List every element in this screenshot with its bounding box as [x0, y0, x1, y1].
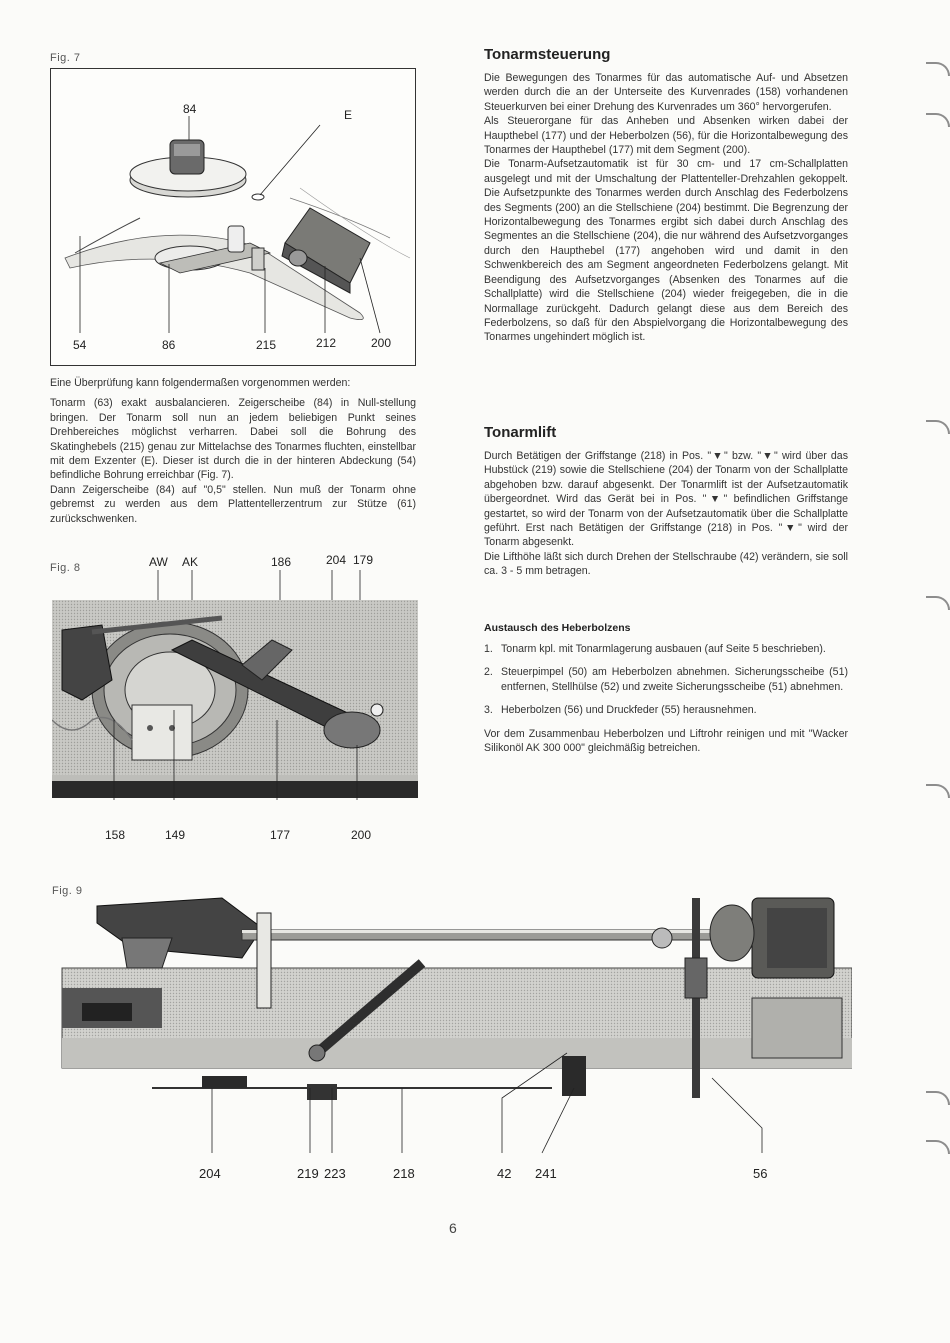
- step-number: 2.: [484, 666, 493, 679]
- tonarmsteuerung-paragraph-1: Die Bewegungen des Tonarmes für das automatische Auf- und Absetzen werden durch die an der Unterseite des Kurvenrades (158) vorhandenen Steuerkurven bei einer Drehung des Kurvenrades um 360° hervorgerufen.: [484, 72, 848, 113]
- left-text-block: [50, 376, 416, 526]
- tonarmlift-paragraph-1: Durch Betätigen der Griffstange (218) in Pos. "▼" bzw. "▼" wird über das Hubstück (219) sowie die Stellschiene (204) der Tonarm von der Schallplatte abgehoben bzw. darauf abgesenkt. Der Tonarmlift ist der Aufsetzautomatik übergeordnet. Wird das Gerät bei in Pos. "▼" befindlichen Griffstange gestartet, so wird der Tonarm von der Aufsetzautomatik über die Schallplatte geführt. Erst nach Betätigen der Griffstange (218) in Pos. "▼" wird der Tonarm abgesenkt.: [484, 450, 848, 549]
- edge-mark: [926, 1091, 950, 1105]
- section-tonarmlift: [484, 424, 848, 579]
- step-number: 3.: [484, 704, 493, 717]
- fig7-callout-212: 212: [316, 336, 337, 350]
- fig8-callout-179: 179: [353, 553, 374, 567]
- fig9-callout-42: 42: [497, 1166, 512, 1181]
- tonarmsteuerung-paragraph-3: Die Tonarm-Aufsetzautomatik ist für 30 cm- und 17 cm-Schallplatten ausgelegt und mit der Umschaltung der Plattenteller-Drehzahlen gekoppelt. Die Aufsetzpunkte des Tonarmes werden durch Anschlag des Federbolzens des Segments (200) an die Stellschiene (204) bestimmt. Die Begrenzung der Horizontalbewegung des Tonarmes ergibt sich dabei durch Anschlag des Segmentes an die Stellschiene (204), die nur während des Aufsetzvorganges durch den Haupthebel (177) angehoben wird und damit in den Schwenkbereich des am Segment angeordneten Federbolzens gelangt. Mit Beendigung des Aufsetzvorganges (Absenken des Tonarmes auf die Schallplatte) wird die Stellschiene (204) wieder freigegeben, die in die Normallage zurückgeht. Dadurch gelangt diese aus dem Bereich des Federbolzens, so daß für den Abspielvorgang die Horizontalbewegung des Tonarmes ungehindert möglich ist.: [484, 158, 848, 344]
- check-paragraph-2: Dann Zeigerscheibe (84) auf "0,5" stellen. Nun muß der Tonarm ohne gebremst zu werden aus dem Plattentellerzentrum zur Stütze (61) zurückschwenken.: [50, 483, 416, 525]
- section-austausch: [484, 622, 848, 755]
- fig7-illustration: [50, 68, 416, 366]
- tonarmlift-paragraph-2: Die Lifthöhe läßt sich durch Drehen der Stellschraube (42) verändern, sie soll ca. 3 - 5 mm betragen.: [484, 550, 848, 578]
- tonarmlift-title: Tonarmlift: [484, 424, 557, 441]
- edge-mark: [926, 784, 950, 798]
- fig9-callout-204: 204: [199, 1166, 221, 1181]
- fig8-callout-149: 149: [165, 828, 186, 842]
- fig7-callout-54: 54: [73, 338, 87, 352]
- austausch-note: Vor dem Zusammenbau Heberbolzen und Liftrohr reinigen und mit "Wacker Silikonöl AK 300 000" gleichmäßig betreichen.: [484, 727, 848, 755]
- fig7-callout-84: 84: [183, 102, 197, 116]
- fig9-callout-218: 218: [393, 1166, 415, 1181]
- fig7-callout-200: 200: [371, 336, 392, 350]
- tonarmsteuerung-title: Tonarmsteuerung: [484, 46, 611, 63]
- step-number: 1.: [484, 643, 493, 655]
- fig9-callout-56: 56: [753, 1166, 768, 1181]
- fig9-label: Fig. 9: [52, 885, 83, 897]
- edge-mark: [926, 596, 950, 610]
- austausch-steps: [484, 642, 848, 718]
- fig8-callout-200: 200: [351, 828, 372, 842]
- austausch-title: Austausch des Heberbolzens: [484, 622, 631, 634]
- fig8-callout-AW: AW: [149, 555, 168, 569]
- edge-mark: [926, 420, 950, 434]
- fig8-callout-204: 204: [326, 553, 347, 567]
- tonarmsteuerung-paragraph-2: Als Steuerorgane für das Anheben und Absenken wirken dabei der Haupthebel (177) und der Heberbolzen (56), für die Horizontalbewegung des Tonarmes der Haupthebel (177) mit dem Segment (200).: [484, 115, 848, 157]
- step-text: Heberbolzen (56) und Druckfeder (55) herausnehmen.: [501, 704, 757, 717]
- edge-mark: [926, 62, 950, 76]
- fig8-label: Fig. 8: [50, 562, 81, 574]
- fig7-callout-86: 86: [162, 338, 176, 352]
- page-number: 6: [449, 1220, 457, 1236]
- step-text: Tonarm kpl. mit Tonarmlagerung ausbauen (auf Seite 5 beschrieben).: [501, 643, 826, 655]
- section-tonarmsteuerung: [484, 46, 848, 345]
- fig8-callout-AK: AK: [182, 555, 199, 569]
- fig9-callout-241: 241: [535, 1166, 557, 1181]
- check-intro: Eine Überprüfung kann folgendermaßen vorgenommen werden:: [50, 377, 351, 389]
- fig8-callout-186: 186: [271, 555, 292, 569]
- fig7-callout-215: 215: [256, 338, 277, 352]
- fig8-illustration: [52, 570, 418, 800]
- fig7-callout-E: E: [344, 108, 353, 122]
- fig9-callout-219: 219: [297, 1166, 319, 1181]
- edge-mark: [926, 1140, 950, 1154]
- check-paragraph-1: Tonarm (63) exakt ausbalancieren. Zeigerscheibe (84) in Null-stellung bringen. Der Tonarm soll nun an jedem beliebigen Punkt seines Drehbereiches möglichst verharren. Dabei soll die Bohrung des Skatinghebels (215) genau zur Mittelachse des Tonarmes fluchten, einstellbar mit dem Exzenter (E). Dieser ist durch die in der hinteren Abdeckung (54) befindliche Bohrung erreichbar (Fig. 7).: [50, 397, 416, 482]
- fig7-label: Fig. 7: [50, 52, 81, 64]
- list-item: [484, 642, 848, 656]
- fig9-illustration: [52, 878, 852, 1156]
- step-text: Steuerpimpel (50) am Heberbolzen abnehmen. Sicherungsscheibe (51) entfernen, Stellhülse (52) und zweite Sicherungsscheibe (51) abnehmen.: [501, 666, 848, 693]
- fig8-callout-177: 177: [270, 828, 291, 842]
- list-item: [484, 665, 848, 694]
- list-item: [484, 703, 848, 717]
- edge-mark: [926, 113, 950, 127]
- fig9-callout-223: 223: [324, 1166, 346, 1181]
- fig8-callout-158: 158: [105, 828, 126, 842]
